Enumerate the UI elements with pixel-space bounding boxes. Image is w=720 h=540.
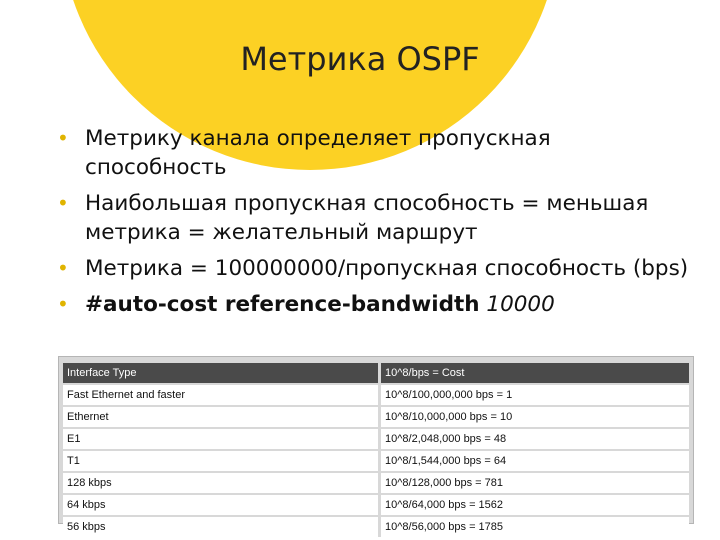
table-cell: Ethernet xyxy=(63,407,381,427)
bullet-text: Наибольшая пропускная способность = меньшая метрика = желательный маршрут xyxy=(85,191,649,245)
table-cell: 10^8/128,000 bps = 781 xyxy=(381,473,689,493)
table-row xyxy=(63,385,689,405)
cost-table-frame xyxy=(58,356,694,533)
column-header: 10^8/bps = Cost xyxy=(381,363,689,383)
bullet-list xyxy=(55,124,695,326)
table-row xyxy=(63,495,689,515)
slide-title: Метрика OSPF xyxy=(240,40,480,78)
bullet-text: Метрика = 100000000/пропускная способность (bps) xyxy=(85,256,689,281)
command-text: #auto-cost reference-bandwidth xyxy=(85,292,480,317)
command-value: 10000 xyxy=(486,292,555,317)
bullet-dot-icon: • xyxy=(57,191,69,215)
table-row xyxy=(63,451,689,471)
table-cell: 10^8/64,000 bps = 1562 xyxy=(381,495,689,515)
bullet-text: Метрику канала определяет пропускная способность xyxy=(85,126,551,180)
bullet-dot-icon: • xyxy=(57,126,69,150)
table-cell: E1 xyxy=(63,429,381,449)
table-cell: 10^8/2,048,000 bps = 48 xyxy=(381,429,689,449)
table-row xyxy=(63,517,689,537)
table-cell: 56 kbps xyxy=(63,517,381,537)
column-header: Interface Type xyxy=(63,363,381,383)
bullet-item xyxy=(55,124,695,182)
bullet-dot-icon: • xyxy=(57,256,69,280)
bullet-item xyxy=(55,189,695,247)
table-row xyxy=(63,429,689,449)
table-header-row xyxy=(63,363,689,383)
table-cell: T1 xyxy=(63,451,381,471)
bullet-item-command xyxy=(55,290,695,319)
table-cell: 10^8/1,544,000 bps = 64 xyxy=(381,451,689,471)
bullet-item xyxy=(55,254,695,283)
table-cell: 10^8/56,000 bps = 1785 xyxy=(381,517,689,537)
table-row xyxy=(63,407,689,427)
cost-table xyxy=(63,361,689,539)
table-cell: Fast Ethernet and faster xyxy=(63,385,381,405)
table-cell: 128 kbps xyxy=(63,473,381,493)
table-cell: 10^8/10,000,000 bps = 10 xyxy=(381,407,689,427)
table-cell: 10^8/100,000,000 bps = 1 xyxy=(381,385,689,405)
table-cell: 64 kbps xyxy=(63,495,381,515)
bullet-dot-icon: • xyxy=(57,292,69,316)
table-row xyxy=(63,473,689,493)
